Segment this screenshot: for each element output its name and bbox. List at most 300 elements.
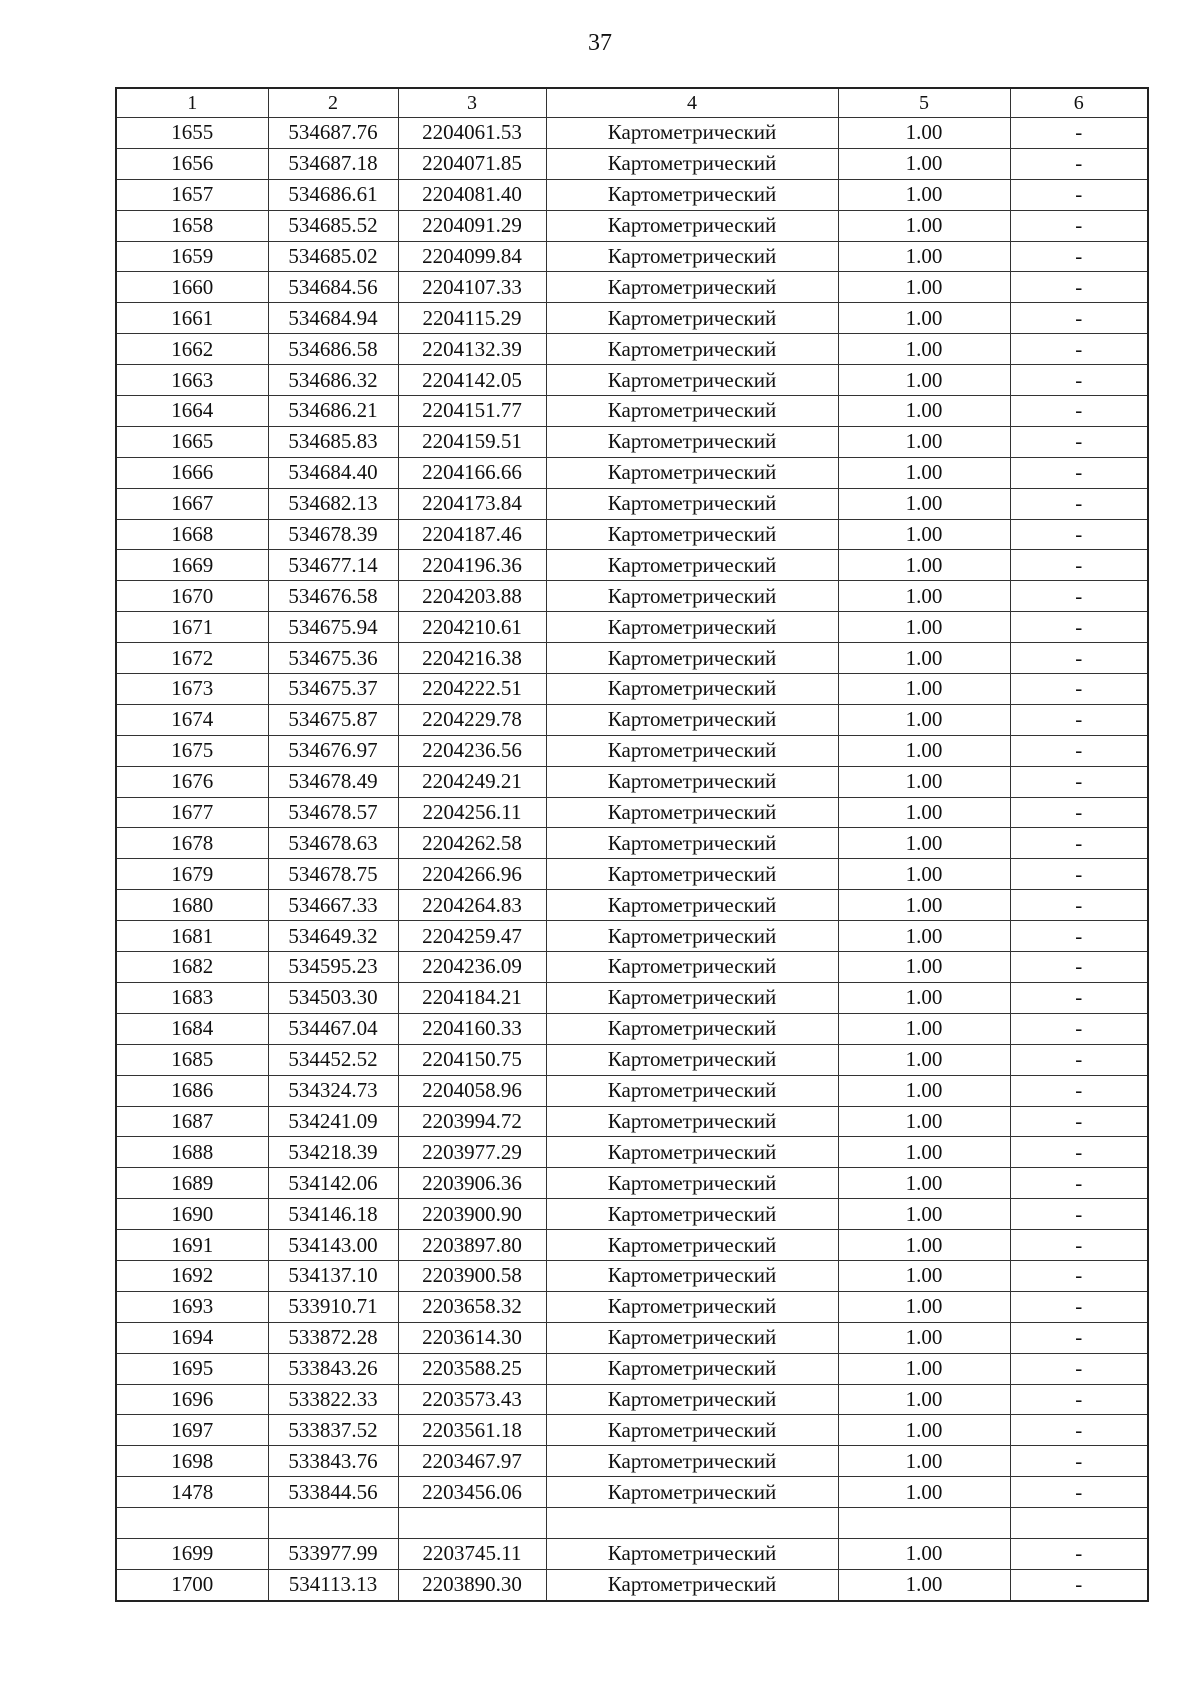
table-cell-col-5: 1.00 — [838, 1230, 1010, 1261]
table-cell-col-3: 2204132.39 — [398, 334, 546, 365]
table-cell-col-1: 1691 — [116, 1230, 268, 1261]
table-cell-col-6: - — [1010, 1075, 1148, 1106]
table-cell-col-4: Картометрический — [546, 1446, 838, 1477]
table-cell-col-5: 1.00 — [838, 612, 1010, 643]
table-cell-col-5: 1.00 — [838, 735, 1010, 766]
table-cell-col-6: - — [1010, 643, 1148, 674]
table-cell-col-1: 1696 — [116, 1384, 268, 1415]
table-cell-col-2: 534684.40 — [268, 457, 398, 488]
table-cell-col-4: Картометрический — [546, 426, 838, 457]
table-row — [116, 859, 1148, 890]
table-cell-col-3: 2204249.21 — [398, 766, 546, 797]
table-cell-col-5: 1.00 — [838, 1137, 1010, 1168]
table-cell-col-2: 533844.56 — [268, 1477, 398, 1508]
table-header-row — [116, 88, 1148, 118]
table-row — [116, 921, 1148, 952]
table-cell-col-3: 2204216.38 — [398, 643, 546, 674]
table-cell-col-5: 1.00 — [838, 921, 1010, 952]
table-cell-col-5: 1.00 — [838, 241, 1010, 272]
table-cell-col-5: 1.00 — [838, 1569, 1010, 1600]
table-cell-col-1: 1665 — [116, 426, 268, 457]
table-cell-col-4: Картометрический — [546, 982, 838, 1013]
table-cell-col-3: 2203561.18 — [398, 1415, 546, 1446]
table-cell-col-1: 1681 — [116, 921, 268, 952]
table-cell-col-4: Картометрический — [546, 921, 838, 952]
table-row — [116, 1384, 1148, 1415]
table-cell-col-5: 1.00 — [838, 952, 1010, 983]
table-cell-col-4: Картометрический — [546, 674, 838, 705]
table-cell-col-5: 1.00 — [838, 396, 1010, 427]
table-cell-col-4: Картометрический — [546, 643, 838, 674]
table-cell-col-3: 2204236.56 — [398, 735, 546, 766]
table-cell-col-5: 1.00 — [838, 488, 1010, 519]
table-cell-col-2: 534667.33 — [268, 890, 398, 921]
table-cell-col-3: 2204151.77 — [398, 396, 546, 427]
table-cell-col-6: - — [1010, 921, 1148, 952]
table-cell-col-2: 534685.02 — [268, 241, 398, 272]
table-row — [116, 1538, 1148, 1569]
table-row — [116, 272, 1148, 303]
table-cell-col-1: 1676 — [116, 766, 268, 797]
table-cell-col-4: Картометрический — [546, 890, 838, 921]
table-cell-col-4: Картометрический — [546, 1353, 838, 1384]
table-row — [116, 982, 1148, 1013]
table-cell-col-3: 2203977.29 — [398, 1137, 546, 1168]
table-cell-col-4: Картометрический — [546, 735, 838, 766]
table-cell-col-1: 1690 — [116, 1199, 268, 1230]
table-cell-col-1: 1667 — [116, 488, 268, 519]
table-cell-col-5: 1.00 — [838, 1168, 1010, 1199]
table-cell-col-5: 1.00 — [838, 1415, 1010, 1446]
table-cell-col-2: 534678.49 — [268, 766, 398, 797]
table-cell-col-1 — [116, 1508, 268, 1539]
table-cell-col-4: Картометрический — [546, 118, 838, 149]
table-cell-col-4: Картометрический — [546, 704, 838, 735]
table-cell-col-3: 2203456.06 — [398, 1477, 546, 1508]
table-cell-col-2: 533843.76 — [268, 1446, 398, 1477]
table-cell-col-2: 534678.75 — [268, 859, 398, 890]
table-cell-col-3: 2204184.21 — [398, 982, 546, 1013]
table-cell-col-4: Картометрический — [546, 1569, 838, 1600]
table-cell-col-2: 534467.04 — [268, 1013, 398, 1044]
table-cell-col-6: - — [1010, 612, 1148, 643]
table-row — [116, 1322, 1148, 1353]
table-cell-col-2: 533822.33 — [268, 1384, 398, 1415]
table-cell-col-3: 2204264.83 — [398, 890, 546, 921]
table-cell-col-6: - — [1010, 1477, 1148, 1508]
page-number: 37 — [588, 30, 612, 56]
table-row — [116, 457, 1148, 488]
table-cell-col-4 — [546, 1508, 838, 1539]
table-row — [116, 1477, 1148, 1508]
table-cell-col-1: 1662 — [116, 334, 268, 365]
table-cell-col-2: 534675.87 — [268, 704, 398, 735]
table-cell-col-2: 534686.58 — [268, 334, 398, 365]
table-cell-col-6: - — [1010, 581, 1148, 612]
table-cell-col-6: - — [1010, 766, 1148, 797]
table-cell-col-4: Картометрический — [546, 396, 838, 427]
table-cell-col-4: Картометрический — [546, 612, 838, 643]
table-row — [116, 210, 1148, 241]
table-cell-col-5: 1.00 — [838, 426, 1010, 457]
table-cell-col-5: 1.00 — [838, 643, 1010, 674]
table-cell-col-3: 2204160.33 — [398, 1013, 546, 1044]
table-row — [116, 1137, 1148, 1168]
table-cell-col-3: 2204166.66 — [398, 457, 546, 488]
table-cell-col-3: 2204196.36 — [398, 550, 546, 581]
table-cell-col-6: - — [1010, 1230, 1148, 1261]
table-cell-col-1: 1670 — [116, 581, 268, 612]
table-cell-col-3: 2204210.61 — [398, 612, 546, 643]
table-cell-col-4: Картометрический — [546, 1384, 838, 1415]
table-cell-col-2: 534675.36 — [268, 643, 398, 674]
table-cell-col-6: - — [1010, 890, 1148, 921]
table-cell-col-5: 1.00 — [838, 1353, 1010, 1384]
table-cell-col-5: 1.00 — [838, 1477, 1010, 1508]
table-cell-col-1: 1656 — [116, 148, 268, 179]
table-cell-col-4: Картометрический — [546, 766, 838, 797]
table-cell-col-3: 2204091.29 — [398, 210, 546, 241]
table-cell-col-3: 2203467.97 — [398, 1446, 546, 1477]
table-cell-col-6: - — [1010, 1415, 1148, 1446]
table-cell-col-6: - — [1010, 1168, 1148, 1199]
table-cell-col-6: - — [1010, 1137, 1148, 1168]
table-cell-col-6: - — [1010, 1569, 1148, 1600]
table-row — [116, 890, 1148, 921]
table-cell-col-4: Картометрический — [546, 797, 838, 828]
table-row — [116, 519, 1148, 550]
table-cell-col-5: 1.00 — [838, 766, 1010, 797]
table-cell-col-3: 2204115.29 — [398, 303, 546, 334]
table-cell-col-3: 2203745.11 — [398, 1538, 546, 1569]
table-cell-col-1: 1478 — [116, 1477, 268, 1508]
table-cell-col-6: - — [1010, 396, 1148, 427]
table-cell-col-1: 1655 — [116, 118, 268, 149]
table-cell-col-1: 1680 — [116, 890, 268, 921]
table-cell-col-1: 1697 — [116, 1415, 268, 1446]
column-header-6: 6 — [1010, 88, 1148, 118]
table-cell-col-2: 534686.32 — [268, 365, 398, 396]
table-cell-col-4: Картометрический — [546, 1291, 838, 1322]
table-cell-col-6: - — [1010, 148, 1148, 179]
table-cell-col-2: 534687.18 — [268, 148, 398, 179]
table-cell-col-6: - — [1010, 272, 1148, 303]
table-cell-col-5: 1.00 — [838, 1013, 1010, 1044]
table-cell-col-6: - — [1010, 1291, 1148, 1322]
table-cell-col-4: Картометрический — [546, 550, 838, 581]
table-cell-col-5: 1.00 — [838, 519, 1010, 550]
table-cell-col-2: 534137.10 — [268, 1260, 398, 1291]
table-cell-col-2 — [268, 1508, 398, 1539]
table-cell-col-5: 1.00 — [838, 581, 1010, 612]
table-cell-col-3: 2204236.09 — [398, 952, 546, 983]
table-row — [116, 179, 1148, 210]
table-cell-col-3: 2204107.33 — [398, 272, 546, 303]
table-cell-col-3: 2204173.84 — [398, 488, 546, 519]
table-cell-col-4: Картометрический — [546, 365, 838, 396]
table-cell-col-1: 1679 — [116, 859, 268, 890]
table-cell-col-1: 1659 — [116, 241, 268, 272]
table-cell-col-1: 1673 — [116, 674, 268, 705]
table-cell-col-1: 1695 — [116, 1353, 268, 1384]
table-row — [116, 1415, 1148, 1446]
table-cell-col-5: 1.00 — [838, 890, 1010, 921]
table-cell-col-1: 1693 — [116, 1291, 268, 1322]
table-cell-col-3: 2204256.11 — [398, 797, 546, 828]
table-cell-col-2: 534675.94 — [268, 612, 398, 643]
table-cell-col-2: 534677.14 — [268, 550, 398, 581]
table-cell-col-5: 1.00 — [838, 303, 1010, 334]
table-cell-col-1: 1658 — [116, 210, 268, 241]
table-cell-col-6: - — [1010, 241, 1148, 272]
table-cell-col-1: 1692 — [116, 1260, 268, 1291]
table-cell-col-1: 1698 — [116, 1446, 268, 1477]
table-row — [116, 1013, 1148, 1044]
table-cell-col-3: 2204262.58 — [398, 828, 546, 859]
table-cell-col-6: - — [1010, 1260, 1148, 1291]
table-cell-col-1: 1660 — [116, 272, 268, 303]
table-cell-col-4: Картометрический — [546, 1044, 838, 1075]
table-cell-col-4: Картометрический — [546, 1168, 838, 1199]
column-header-3: 3 — [398, 88, 546, 118]
table-cell-col-6: - — [1010, 334, 1148, 365]
table-row — [116, 241, 1148, 272]
table-cell-col-2: 533837.52 — [268, 1415, 398, 1446]
table-row — [116, 735, 1148, 766]
table-cell-col-5: 1.00 — [838, 272, 1010, 303]
table-cell-col-4: Картометрический — [546, 334, 838, 365]
table-cell-col-6: - — [1010, 1353, 1148, 1384]
table-cell-col-4: Картометрический — [546, 1106, 838, 1137]
table-cell-col-1: 1694 — [116, 1322, 268, 1353]
table-cell-col-6: - — [1010, 457, 1148, 488]
table-row — [116, 365, 1148, 396]
table-cell-col-5 — [838, 1508, 1010, 1539]
table-cell-col-5: 1.00 — [838, 828, 1010, 859]
table-cell-col-4: Картометрический — [546, 1013, 838, 1044]
table-cell-col-1: 1668 — [116, 519, 268, 550]
table-row — [116, 1044, 1148, 1075]
table-cell-col-2: 534218.39 — [268, 1137, 398, 1168]
table-cell-col-2: 534682.13 — [268, 488, 398, 519]
table-cell-col-5: 1.00 — [838, 550, 1010, 581]
table-cell-col-5: 1.00 — [838, 1322, 1010, 1353]
table-cell-col-2: 534649.32 — [268, 921, 398, 952]
table-row — [116, 704, 1148, 735]
table-cell-col-3: 2203900.90 — [398, 1199, 546, 1230]
table-cell-col-4: Картометрический — [546, 148, 838, 179]
table-cell-col-6: - — [1010, 426, 1148, 457]
table-cell-col-2: 534685.83 — [268, 426, 398, 457]
table-cell-col-6: - — [1010, 1013, 1148, 1044]
table-cell-col-4: Картометрический — [546, 1415, 838, 1446]
column-header-2: 2 — [268, 88, 398, 118]
table-cell-col-2: 534685.52 — [268, 210, 398, 241]
table-cell-col-6: - — [1010, 982, 1148, 1013]
table-row — [116, 118, 1148, 149]
table-cell-col-2: 534143.00 — [268, 1230, 398, 1261]
table-cell-col-1: 1682 — [116, 952, 268, 983]
table-cell-col-6: - — [1010, 1044, 1148, 1075]
table-cell-col-3: 2203573.43 — [398, 1384, 546, 1415]
table-row — [116, 766, 1148, 797]
table-cell-col-3: 2203890.30 — [398, 1569, 546, 1600]
table-cell-col-3: 2203588.25 — [398, 1353, 546, 1384]
table-cell-col-3: 2203900.58 — [398, 1260, 546, 1291]
table-cell-col-3: 2204071.85 — [398, 148, 546, 179]
table-cell-col-6: - — [1010, 828, 1148, 859]
table-cell-col-5: 1.00 — [838, 1075, 1010, 1106]
table-cell-col-5: 1.00 — [838, 334, 1010, 365]
table-row — [116, 643, 1148, 674]
table-cell-col-3: 2204222.51 — [398, 674, 546, 705]
table-cell-col-2: 534684.56 — [268, 272, 398, 303]
coordinates-table — [115, 87, 1149, 1602]
table-cell-col-2: 534503.30 — [268, 982, 398, 1013]
table-cell-col-5: 1.00 — [838, 1199, 1010, 1230]
table-cell-col-5: 1.00 — [838, 118, 1010, 149]
table-body — [116, 118, 1148, 1601]
column-header-5: 5 — [838, 88, 1010, 118]
table-cell-col-6: - — [1010, 797, 1148, 828]
table-cell-col-5: 1.00 — [838, 797, 1010, 828]
table-row — [116, 334, 1148, 365]
table-row — [116, 550, 1148, 581]
table-cell-col-6: - — [1010, 488, 1148, 519]
table-cell-col-2: 534678.39 — [268, 519, 398, 550]
table-cell-col-1: 1674 — [116, 704, 268, 735]
table-cell-col-1: 1671 — [116, 612, 268, 643]
table-cell-col-4: Картометрический — [546, 1477, 838, 1508]
table-cell-col-1: 1686 — [116, 1075, 268, 1106]
table-cell-col-3: 2204058.96 — [398, 1075, 546, 1106]
table-cell-col-3: 2204187.46 — [398, 519, 546, 550]
table-row — [116, 1569, 1148, 1600]
table-cell-col-1: 1664 — [116, 396, 268, 427]
table-cell-col-5: 1.00 — [838, 210, 1010, 241]
table-cell-col-2: 534676.97 — [268, 735, 398, 766]
table-cell-col-1: 1687 — [116, 1106, 268, 1137]
table-cell-col-1: 1683 — [116, 982, 268, 1013]
table-cell-col-4: Картометрический — [546, 828, 838, 859]
table-cell-col-3: 2204099.84 — [398, 241, 546, 272]
table-cell-col-1: 1675 — [116, 735, 268, 766]
table-cell-col-5: 1.00 — [838, 1384, 1010, 1415]
table-row — [116, 581, 1148, 612]
table-cell-col-3: 2204081.40 — [398, 179, 546, 210]
table-cell-col-6: - — [1010, 1106, 1148, 1137]
table-cell-col-5: 1.00 — [838, 457, 1010, 488]
table-cell-col-2: 533872.28 — [268, 1322, 398, 1353]
table-cell-col-2: 534146.18 — [268, 1199, 398, 1230]
table-cell-col-4: Картометрический — [546, 859, 838, 890]
table-cell-col-3: 2203614.30 — [398, 1322, 546, 1353]
table-cell-col-2: 534452.52 — [268, 1044, 398, 1075]
table-cell-col-1: 1672 — [116, 643, 268, 674]
table-cell-col-4: Картометрический — [546, 1075, 838, 1106]
table-cell-col-2: 534678.57 — [268, 797, 398, 828]
table-cell-col-3: 2204266.96 — [398, 859, 546, 890]
table-cell-col-2: 533977.99 — [268, 1538, 398, 1569]
table-cell-col-2: 534113.13 — [268, 1569, 398, 1600]
table-cell-col-1: 1689 — [116, 1168, 268, 1199]
table-cell-col-4: Картометрический — [546, 1260, 838, 1291]
table-cell-col-5: 1.00 — [838, 148, 1010, 179]
table-cell-col-1: 1699 — [116, 1538, 268, 1569]
table-cell-col-5: 1.00 — [838, 179, 1010, 210]
table-cell-col-5: 1.00 — [838, 1044, 1010, 1075]
table-cell-col-6: - — [1010, 952, 1148, 983]
table-row — [116, 797, 1148, 828]
table-cell-col-5: 1.00 — [838, 1538, 1010, 1569]
table-cell-col-4: Картометрический — [546, 488, 838, 519]
table-cell-col-3: 2203897.80 — [398, 1230, 546, 1261]
table-cell-col-5: 1.00 — [838, 704, 1010, 735]
table-cell-col-3: 2204259.47 — [398, 921, 546, 952]
table-row — [116, 1106, 1148, 1137]
table-cell-col-4: Картометрический — [546, 1199, 838, 1230]
table-row — [116, 1199, 1148, 1230]
table-cell-col-6: - — [1010, 704, 1148, 735]
table-cell-col-4: Картометрический — [546, 303, 838, 334]
table-cell-col-2: 534241.09 — [268, 1106, 398, 1137]
table-cell-col-1: 1700 — [116, 1569, 268, 1600]
table-row — [116, 148, 1148, 179]
table-cell-col-6: - — [1010, 365, 1148, 396]
table-cell-col-4: Картометрический — [546, 952, 838, 983]
table-cell-col-6: - — [1010, 735, 1148, 766]
table-cell-col-3: 2204061.53 — [398, 118, 546, 149]
table-cell-col-4: Картометрический — [546, 272, 838, 303]
table-cell-col-2: 533910.71 — [268, 1291, 398, 1322]
table-cell-col-5: 1.00 — [838, 1260, 1010, 1291]
table-cell-col-4: Картометрический — [546, 1538, 838, 1569]
table-row — [116, 1260, 1148, 1291]
table-cell-col-1: 1688 — [116, 1137, 268, 1168]
table-cell-col-1: 1661 — [116, 303, 268, 334]
table-cell-col-6: - — [1010, 1446, 1148, 1477]
table-cell-col-5: 1.00 — [838, 859, 1010, 890]
table-cell-col-1: 1657 — [116, 179, 268, 210]
table-cell-col-2: 534686.21 — [268, 396, 398, 427]
table-cell-col-4: Картометрический — [546, 241, 838, 272]
table-cell-col-5: 1.00 — [838, 1106, 1010, 1137]
table-cell-col-5: 1.00 — [838, 1446, 1010, 1477]
table-row — [116, 1353, 1148, 1384]
table-cell-col-2: 533843.26 — [268, 1353, 398, 1384]
table-cell-col-4: Картометрический — [546, 581, 838, 612]
table-cell-col-4: Картометрический — [546, 1230, 838, 1261]
table-cell-col-6: - — [1010, 303, 1148, 334]
table-cell-col-2: 534684.94 — [268, 303, 398, 334]
table-cell-col-4: Картометрический — [546, 210, 838, 241]
table-cell-col-6: - — [1010, 859, 1148, 890]
table-row — [116, 1446, 1148, 1477]
table-cell-col-5: 1.00 — [838, 674, 1010, 705]
table-cell-col-1: 1678 — [116, 828, 268, 859]
table-row — [116, 828, 1148, 859]
table-cell-col-6: - — [1010, 1384, 1148, 1415]
table-cell-col-6: - — [1010, 118, 1148, 149]
table-cell-col-6: - — [1010, 1322, 1148, 1353]
table-cell-col-2: 534686.61 — [268, 179, 398, 210]
table-cell-col-6: - — [1010, 519, 1148, 550]
table-row — [116, 488, 1148, 519]
table-cell-col-3: 2204229.78 — [398, 704, 546, 735]
table-cell-col-6 — [1010, 1508, 1148, 1539]
table-cell-col-3: 2204203.88 — [398, 581, 546, 612]
table-cell-col-3: 2204150.75 — [398, 1044, 546, 1075]
